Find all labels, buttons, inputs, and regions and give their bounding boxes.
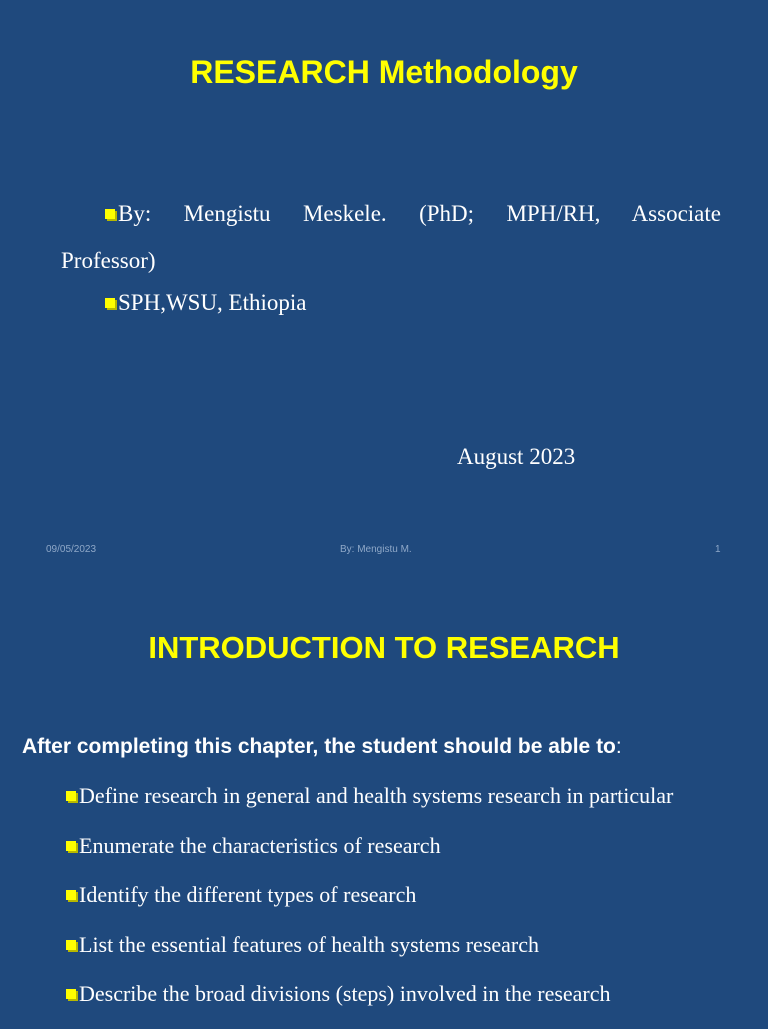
slide-2-title: INTRODUCTION TO RESEARCH xyxy=(148,630,620,665)
presentation-date: August 2023 xyxy=(457,444,576,469)
square-bullet-icon xyxy=(66,890,76,900)
square-bullet-icon xyxy=(66,841,76,851)
square-bullet-icon xyxy=(105,209,115,219)
list-item: Identify the different types of research xyxy=(66,880,673,930)
author-line-second: Professor) xyxy=(61,248,156,273)
footer-date: 09/05/2023 xyxy=(46,544,97,555)
slide-1-title: RESEARCH Methodology xyxy=(190,54,578,90)
intro-text: After completing this chapter, the student should be able to: xyxy=(22,735,622,758)
square-bullet-icon xyxy=(66,940,76,950)
list-item: Define research in general and health systems research in particular xyxy=(66,781,673,831)
slide-2 xyxy=(0,576,768,1024)
footer-author: By: Mengistu M. xyxy=(340,544,412,555)
affiliation-line: SPH,WSU, Ethiopia xyxy=(105,288,306,318)
square-bullet-icon xyxy=(105,298,115,308)
author-line-first: By: Mengistu Meskele. (PhD; MPH/RH, Associate xyxy=(61,190,721,237)
objectives-list xyxy=(66,781,673,1029)
author-line xyxy=(61,190,721,284)
list-item: Describe the broad divisions (steps) involved in the research xyxy=(66,979,673,1029)
footer-page-number: 1 xyxy=(715,544,721,555)
square-bullet-icon xyxy=(66,791,76,801)
square-bullet-icon xyxy=(66,989,76,999)
list-item: List the essential features of health systems research xyxy=(66,930,673,980)
list-item: Enumerate the characteristics of research xyxy=(66,831,673,881)
